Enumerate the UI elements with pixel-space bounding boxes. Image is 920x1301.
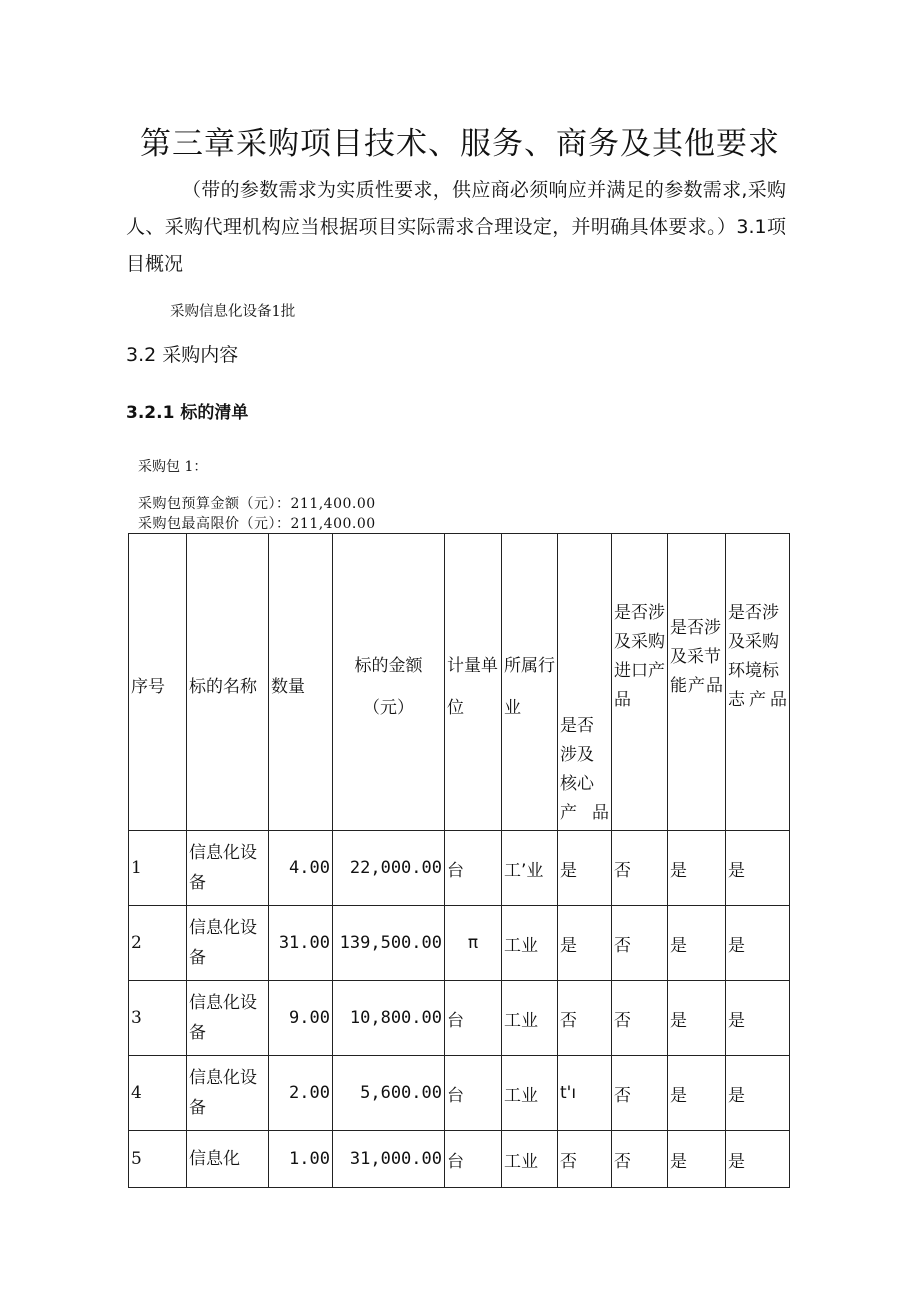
cell-env: 是 [726, 1131, 790, 1188]
cell-env: 是 [726, 1056, 790, 1131]
cell-core: 否 [558, 1131, 612, 1188]
cell-env: 是 [726, 831, 790, 906]
cell-name: 信息化设备 [187, 906, 269, 981]
overview-text: 采购信息化设备1批 [170, 304, 296, 320]
cell-industry: 工’业 [502, 831, 558, 906]
cell-qty: 9.00 [269, 981, 333, 1056]
header-seq: 序号 [129, 534, 187, 831]
cell-energy: 是 [668, 906, 726, 981]
cell-import: 否 [612, 906, 668, 981]
item-list-table [128, 533, 790, 1188]
cell-import: 否 [612, 831, 668, 906]
cell-seq: 4 [129, 1056, 187, 1131]
header-qty: 数量 [269, 534, 333, 831]
table-row [129, 1131, 790, 1188]
header-unit: 计量单位 [445, 534, 502, 831]
header-name: 标的名称 [187, 534, 269, 831]
cell-industry: 工业 [502, 1056, 558, 1131]
cell-name: 信息化设备 [187, 981, 269, 1056]
cell-amount: 139,500.00 [333, 906, 445, 981]
cell-unit: 台 [445, 1131, 502, 1188]
header-import: 是否涉及采购进口产品 [612, 534, 668, 831]
table-header-row [129, 534, 790, 831]
cell-amount: 10,800.00 [333, 981, 445, 1056]
cell-seq: 1 [129, 831, 187, 906]
intro-paragraph: （带的参数需求为实质性要求，供应商必须响应并满足的参数需求,采购人、采购代理机构应当根据项目实际需求合理设定，并明确具体要求。）3.1项目概况 [126, 179, 786, 275]
cell-energy: 是 [668, 1131, 726, 1188]
cell-amount: 22,000.00 [333, 831, 445, 906]
cell-unit: π [445, 906, 502, 981]
cell-import: 否 [612, 1056, 668, 1131]
table-row [129, 906, 790, 981]
package-max-price: 采购包最高限价（元）：211,400.00 [138, 516, 376, 532]
cell-amount: 5,600.00 [333, 1056, 445, 1131]
header-energy: 是否涉及采节能产品 [668, 534, 726, 831]
package-budget: 采购包预算金额（元）：211,400.00 [138, 496, 376, 512]
cell-seq: 2 [129, 906, 187, 981]
cell-energy: 是 [668, 831, 726, 906]
cell-env: 是 [726, 906, 790, 981]
cell-energy: 是 [668, 1056, 726, 1131]
cell-industry: 工业 [502, 906, 558, 981]
cell-amount: 31,000.00 [333, 1131, 445, 1188]
cell-import: 否 [612, 981, 668, 1056]
header-core: 是否涉及核心产品 [558, 534, 612, 831]
cell-core: 否 [558, 981, 612, 1056]
cell-seq: 3 [129, 981, 187, 1056]
table-row [129, 831, 790, 906]
header-env: 是否涉及采购环境标志产品 [726, 534, 790, 831]
cell-qty: 4.00 [269, 831, 333, 906]
cell-industry: 工业 [502, 981, 558, 1056]
table-row [129, 981, 790, 1056]
section-heading-list: 3.2.1 标的清单 [126, 403, 249, 423]
cell-env: 是 [726, 981, 790, 1056]
chapter-title: 第三章采购项目技术、服务、商务及其他要求 [140, 126, 780, 162]
header-amount: 标的金额（元） [333, 534, 445, 831]
cell-qty: 2.00 [269, 1056, 333, 1131]
header-industry: 所属行业 [502, 534, 558, 831]
cell-unit: 台 [445, 831, 502, 906]
cell-qty: 1.00 [269, 1131, 333, 1188]
cell-name: 信息化设备 [187, 1056, 269, 1131]
package-label: 采购包 1： [138, 459, 208, 475]
cell-core: 是 [558, 906, 612, 981]
cell-industry: 工业 [502, 1131, 558, 1188]
cell-unit: 台 [445, 981, 502, 1056]
section-heading-content: 3.2 采购内容 [126, 344, 239, 366]
cell-core: 是 [558, 831, 612, 906]
cell-import: 否 [612, 1131, 668, 1188]
cell-unit: 台 [445, 1056, 502, 1131]
cell-energy: 是 [668, 981, 726, 1056]
cell-name: 信息化 [187, 1131, 269, 1188]
cell-core: t'ı [558, 1056, 612, 1131]
cell-qty: 31.00 [269, 906, 333, 981]
cell-seq: 5 [129, 1131, 187, 1188]
table-row [129, 1056, 790, 1131]
cell-name: 信息化设备 [187, 831, 269, 906]
